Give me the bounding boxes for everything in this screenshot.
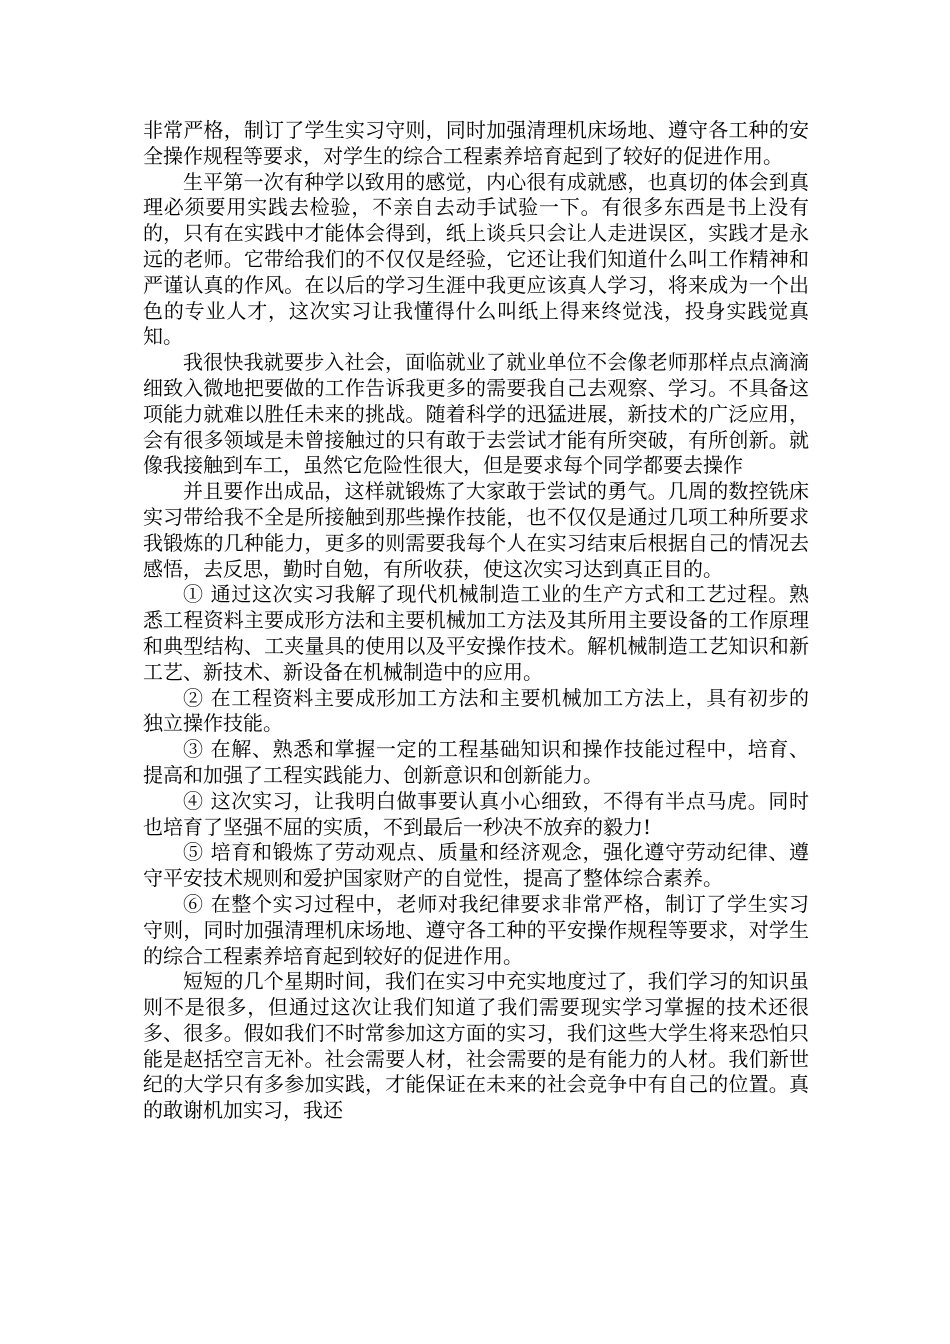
paragraph-4: 并且要作出成品，这样就锻炼了大家敢于尝试的勇气。几周的数控铣床实习带给我不全是所接触到那些操作技能，也不仅仅是通过几项工种所要求我锻炼的几种能力，更多的则需要我每个人在实习结束后根据自己的情况去感悟，去反思，勤时自勉，有所收获，使这次实习达到真正目的。 (143, 479, 809, 581)
paragraph-8: ④ 这次实习，让我明白做事要认真小心细致，不得有半点马虎。同时也培育了坚强不屈的实质，不到最后一秒决不放弃的毅力! (143, 788, 809, 839)
paragraph-1: 非常严格，制订了学生实习守则，同时加强清理机床场地、遵守各工种的安全操作规程等要求，对学生的综合工程素养培育起到了较好的促进作用。 (143, 118, 809, 168)
paragraph-10: ⑥ 在整个实习过程中，老师对我纪律要求非常严格，制订了学生实习守则，同时加强清理机床场地、遵守各工种的平安操作规程等要求，对学生的综合工程素养培育起到较好的促进作用。 (143, 891, 809, 968)
paragraph-7: ③ 在解、熟悉和掌握一定的工程基础知识和操作技能过程中，培育、提高和加强了工程实践能力、创新意识和创新能力。 (143, 737, 809, 787)
paragraph-6: ② 在工程资料主要成形加工方法和主要机械加工方法上，具有初步的独立操作技能。 (143, 685, 809, 736)
paragraph-3: 我很快我就要步入社会，面临就业了就业单位不会像老师那样点点滴滴细致入微地把要做的工作告诉我更多的需要我自己去观察、学习。不具备这项能力就难以胜任未来的挑战。随着科学的迅猛进展，新技术的广泛应用，会有很多领域是未曾接触过的只有敢于去尝试才能有所突破，有所创新。就像我接触到车工，虽然它危险性很大，但是要求每个同学都要去操作 (143, 350, 809, 478)
paragraph-9: ⑤ 培育和锻炼了劳动观点、质量和经济观念，强化遵守劳动纪律、遵守平安技术规则和爱护国家财产的自觉性，提高了整体综合素养。 (143, 840, 809, 891)
paragraph-2: 生平第一次有种学以致用的感觉，内心很有成就感，也真切的体会到真理必须要用实践去检验，不亲自去动手试验一下。有很多东西是书上没有的，只有在实践中才能体会得到，纸上谈兵只会让人走进误区，实践才是永远的老师。它带给我们的不仅仅是经验，它还让我们知道什么叫工作精神和严谨认真的作风。在以后的学习生涯中我更应该真人学习，将来成为一个出色的专业人才，这次实习让我懂得什么叫纸上得来终觉浅，投身实践觉真知。 (143, 169, 809, 349)
paragraph-5: ① 通过这次实习我解了现代机械制造工业的生产方式和工艺过程。熟悉工程资料主要成形方法和主要机械加工方法及其所用主要设备的工作原理和典型结构、工夹量具的使用以及平安操作技术。解机械制造工艺知识和新工艺、新技术、新设备在机械制造中的应用。 (143, 582, 809, 684)
document-page (143, 118, 809, 1124)
paragraph-11: 短短的几个星期时间，我们在实习中充实地度过了，我们学习的知识虽则不是很多，但通过这次让我们知道了我们需要现实学习掌握的技术还很多、很多。假如我们不时常参加这方面的实习，我们这些大学生将来恐怕只能是赵括空言无补。社会需要人材，社会需要的是有能力的人材。我们新世纪的大学只有多参加实践，才能保证在未来的社会竞争中有自己的位置。真的敢谢机加实习，我还 (143, 969, 809, 1123)
